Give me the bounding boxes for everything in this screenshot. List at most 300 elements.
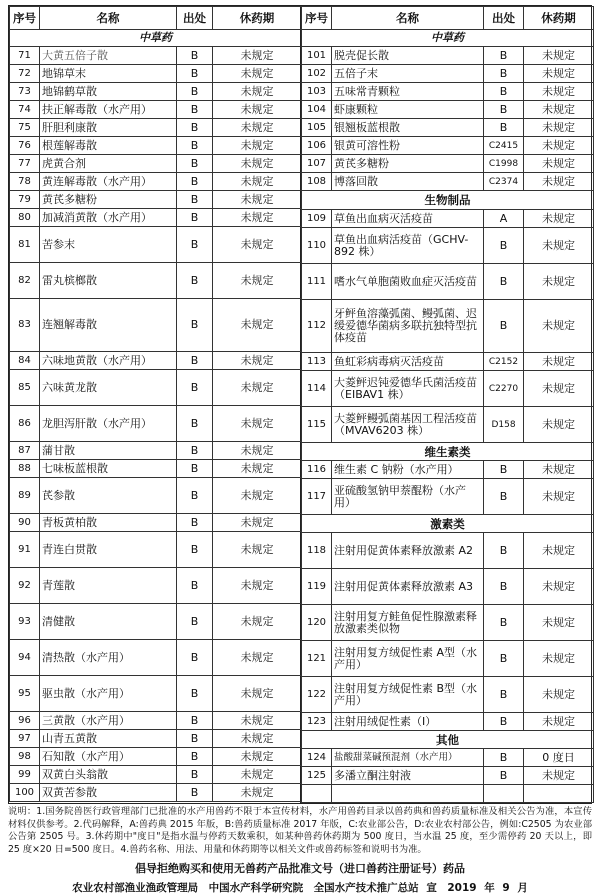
row-number: 94 [10,640,40,676]
header-no: 序号 [302,7,332,30]
withdrawal-period: 未规定 [524,300,594,353]
drug-name: 银黄可溶性粉 [332,137,484,155]
withdrawal-period: 未规定 [213,568,302,604]
withdrawal-period: 未规定 [213,676,302,712]
table-row [302,785,594,803]
section-title: 其他 [302,731,594,749]
withdrawal-period: 未规定 [213,406,302,442]
source-code: B [177,155,213,173]
table-row [10,784,302,802]
source-code: B [484,47,524,65]
source-code: B [177,137,213,155]
withdrawal-period: 未规定 [213,173,302,191]
source-code: B [177,604,213,640]
table-row [10,748,302,766]
withdrawal-period: 未规定 [213,83,302,101]
table-row [302,407,594,443]
withdrawal-period: 未规定 [213,191,302,209]
row-number: 88 [10,460,40,478]
withdrawal-period: 未规定 [524,65,594,83]
drug-name: 连翘解毒散 [40,299,177,352]
row-number: 113 [302,353,332,371]
source-code: B [177,191,213,209]
drug-name: 大菱鲆迟钝爱德华氏菌活疫苗（EIBAV1 株） [332,371,484,407]
source-code: B [177,83,213,101]
row-number: 92 [10,568,40,604]
source-code: C2152 [484,353,524,371]
drug-name: 地锦草末 [40,65,177,83]
drug-name: 驱虫散（水产用） [40,676,177,712]
header-withdrawal: 休药期 [524,7,594,30]
drug-name: 虎黄合剂 [40,155,177,173]
header-row [302,7,594,30]
row-number: 107 [302,155,332,173]
source-code: B [177,712,213,730]
table-row [10,442,302,460]
table-row [10,191,302,209]
drug-name: 注射用绒促性素（I） [332,713,484,731]
withdrawal-period: 未规定 [524,137,594,155]
withdrawal-period: 未规定 [213,640,302,676]
withdrawal-period: 未规定 [213,784,302,802]
withdrawal-period: 未规定 [524,101,594,119]
row-number: 112 [302,300,332,353]
source-code: B [484,119,524,137]
table-row [10,676,302,712]
table-row [10,532,302,568]
drug-name: 博落回散 [332,173,484,191]
withdrawal-period: 未规定 [213,155,302,173]
drug-name: 双黄苦参散 [40,784,177,802]
source-code: B [177,209,213,227]
section-row [302,515,594,533]
row-number: 104 [302,101,332,119]
table-row [302,569,594,605]
row-number: 103 [302,83,332,101]
source-code: B [177,227,213,263]
drug-name: 草鱼出血病活疫苗（GCHV-892 株） [332,228,484,264]
row-number: 79 [10,191,40,209]
drug-name: 根莲解毒散 [40,137,177,155]
drug-name: 芪参散 [40,478,177,514]
table-row [302,264,594,300]
source-code: B [177,370,213,406]
source-code: B [484,65,524,83]
withdrawal-period: 未规定 [524,569,594,605]
withdrawal-period: 未规定 [213,209,302,227]
withdrawal-period [524,785,594,803]
withdrawal-period: 未规定 [213,712,302,730]
header-name: 名称 [40,7,177,30]
withdrawal-period: 未规定 [524,155,594,173]
drug-name: 五味常青颗粒 [332,83,484,101]
drug-name: 石知散（水产用） [40,748,177,766]
source-code: B [484,83,524,101]
drug-name: 三黄散（水产用） [40,712,177,730]
source-code: B [177,460,213,478]
source-code: B [484,228,524,264]
table-row [10,460,302,478]
document-page [8,5,592,895]
source-code: B [177,173,213,191]
table-row [302,101,594,119]
row-number: 77 [10,155,40,173]
table-row [302,228,594,264]
drug-name: 地锦鹤草散 [40,83,177,101]
withdrawal-period: 未规定 [524,210,594,228]
footer-organizations: 农业农村部渔业渔政管理局 中国水产科学研究院 全国水产技术推广总站 宣 2019 年 9 月 [72,882,528,894]
source-code: B [177,748,213,766]
withdrawal-period: 未规定 [524,713,594,731]
footer-slogan: 倡导拒绝购买和使用无兽药产品批准文号（进口兽药注册证号）药品 [135,862,465,875]
withdrawal-period: 未规定 [524,407,594,443]
withdrawal-period: 未规定 [213,766,302,784]
table-row [302,479,594,515]
table-row [302,119,594,137]
row-number: 117 [302,479,332,515]
source-code: B [484,713,524,731]
withdrawal-period: 未规定 [524,677,594,713]
table-row [302,749,594,767]
drug-name: 黄芪多糖粉 [40,191,177,209]
drug-name [332,785,484,803]
source-code: B [177,47,213,65]
withdrawal-period: 未规定 [213,532,302,568]
table-row [10,65,302,83]
row-number: 100 [10,784,40,802]
row-number: 110 [302,228,332,264]
source-code: B [177,784,213,802]
table-row [10,730,302,748]
table-row [10,209,302,227]
row-number: 71 [10,47,40,65]
withdrawal-period: 未规定 [524,461,594,479]
drug-name: 苦参末 [40,227,177,263]
row-number: 119 [302,569,332,605]
section-row [10,30,302,47]
row-number: 84 [10,352,40,370]
table-row [10,227,302,263]
drug-name: 青连白贯散 [40,532,177,568]
drug-name: 盐酸甜菜碱预混剂（水产用） [332,749,484,767]
header-withdrawal: 休药期 [213,7,302,30]
withdrawal-period: 未规定 [524,767,594,785]
row-number: 111 [302,264,332,300]
source-code: B [177,406,213,442]
source-code: B [177,514,213,532]
row-number: 124 [302,749,332,767]
drug-name: 双黄白头翁散 [40,766,177,784]
left-column [9,6,301,803]
row-number: 114 [302,371,332,407]
drug-name: 草鱼出血病灭活疫苗 [332,210,484,228]
source-code: B [177,352,213,370]
row-number: 89 [10,478,40,514]
drug-name: 注射用复方绒促性素 A型（水产用） [332,641,484,677]
table-row [10,766,302,784]
withdrawal-period: 0 度日 [524,749,594,767]
table-row [302,210,594,228]
table-row [10,712,302,730]
table-row [10,47,302,65]
withdrawal-period: 未规定 [524,353,594,371]
source-code: C2374 [484,173,524,191]
source-code: B [177,263,213,299]
withdrawal-period: 未规定 [213,47,302,65]
row-number: 91 [10,532,40,568]
section-row [302,731,594,749]
drug-name: 龙胆泻肝散（水产用） [40,406,177,442]
drug-name: 黄连解毒散（水产用） [40,173,177,191]
table-row [302,641,594,677]
source-code: B [484,461,524,479]
row-number: 97 [10,730,40,748]
row-number: 105 [302,119,332,137]
source-code: B [484,677,524,713]
header-source: 出处 [484,7,524,30]
row-number: 102 [302,65,332,83]
row-number: 122 [302,677,332,713]
source-code: B [177,730,213,748]
section-title: 中草药 [302,30,594,47]
row-number: 125 [302,767,332,785]
withdrawal-period: 未规定 [213,137,302,155]
row-number: 81 [10,227,40,263]
source-code: B [177,299,213,352]
source-code: B [484,479,524,515]
row-number: 93 [10,604,40,640]
table-row [302,137,594,155]
section-title: 中草药 [10,30,302,47]
withdrawal-period: 未规定 [213,227,302,263]
source-code: B [177,65,213,83]
table-row [302,300,594,353]
notes-paragraph: 说明：1.国务院兽医行政管理部门已批准的水产用兽药不限于本宣传材料，水产用兽药目录以兽药典和兽药质量标准及相关公告为准，本宣传材料仅供参考。2.代码解释，A:兽药典 2015 年版，B:兽药质量标准 2017 年版，C:农业部公告，D:农业农村部公告，例如:C2505 为农业部公告第 2505 号。3.休药期中"度日"是指水温与停药天数乘积，如某种兽药休药期为 500 度日，当水温 25 度，至少需停药 20 天以上，即 25 度×20 日=500 度日。4.兽药名称、用法、用量和休药期等以相关文件或兽药标签和说明书为准。 [8,806,592,855]
table-row [10,299,302,352]
withdrawal-period: 未规定 [213,352,302,370]
section-title: 生物制品 [302,191,594,210]
drug-name: 五倍子末 [332,65,484,83]
table-row [302,677,594,713]
row-number: 116 [302,461,332,479]
row-number: 115 [302,407,332,443]
row-number: 80 [10,209,40,227]
drug-name: 鱼虹彩病毒病灭活疫苗 [332,353,484,371]
withdrawal-period: 未规定 [213,442,302,460]
table-row [10,640,302,676]
source-code: B [484,569,524,605]
row-number: 86 [10,406,40,442]
withdrawal-period: 未规定 [213,460,302,478]
drug-name: 注射用促黄体素释放激素 A3 [332,569,484,605]
source-code: B [177,478,213,514]
row-number [302,785,332,803]
source-code: B [484,767,524,785]
withdrawal-period: 未规定 [213,299,302,352]
drug-name: 肝胆利康散 [40,119,177,137]
drug-name: 注射用促黄体素释放激素 A2 [332,533,484,569]
table-row [10,352,302,370]
source-code: C1998 [484,155,524,173]
drug-table [8,5,592,804]
drug-name: 注射用复方绒促性素 B型（水产用） [332,677,484,713]
withdrawal-period: 未规定 [213,604,302,640]
withdrawal-period: 未规定 [524,605,594,641]
withdrawal-period: 未规定 [213,730,302,748]
table-row [302,65,594,83]
source-code: B [177,676,213,712]
row-number: 118 [302,533,332,569]
withdrawal-period: 未规定 [213,65,302,83]
table-row [302,353,594,371]
drug-name: 嗜水气单胞菌败血症灭活疫苗 [332,264,484,300]
section-row [302,30,594,47]
source-code: B [177,532,213,568]
withdrawal-period: 未规定 [524,479,594,515]
withdrawal-period: 未规定 [524,119,594,137]
row-number: 72 [10,65,40,83]
row-number: 108 [302,173,332,191]
row-number: 90 [10,514,40,532]
source-code: B [484,101,524,119]
withdrawal-period: 未规定 [524,47,594,65]
row-number: 109 [302,210,332,228]
withdrawal-period: 未规定 [213,478,302,514]
row-number: 76 [10,137,40,155]
drug-name: 虾康颗粒 [332,101,484,119]
withdrawal-period: 未规定 [213,748,302,766]
section-title: 激素类 [302,515,594,533]
withdrawal-period: 未规定 [524,533,594,569]
drug-name: 多潘立酮注射液 [332,767,484,785]
withdrawal-period: 未规定 [213,263,302,299]
source-code: D158 [484,407,524,443]
row-number: 101 [302,47,332,65]
row-number: 85 [10,370,40,406]
table-row [10,137,302,155]
drug-name: 黄芪多糖粉 [332,155,484,173]
withdrawal-period: 未规定 [524,228,594,264]
source-code: B [177,119,213,137]
source-code: B [484,533,524,569]
row-number: 75 [10,119,40,137]
drug-name: 注射用复方鲑鱼促性腺激素释放激素类似物 [332,605,484,641]
table-row [10,370,302,406]
row-number: 74 [10,101,40,119]
drug-name: 清热散（水产用） [40,640,177,676]
source-code: B [484,749,524,767]
row-number: 73 [10,83,40,101]
withdrawal-period: 未规定 [524,264,594,300]
table-row [302,767,594,785]
drug-name: 加减消黄散（水产用） [40,209,177,227]
withdrawal-period: 未规定 [524,371,594,407]
source-code: B [177,101,213,119]
drug-name: 大菱鲆鳗弧菌基因工程活疫苗（MVAV6203 株） [332,407,484,443]
table-row [302,47,594,65]
row-number: 83 [10,299,40,352]
table-row [302,83,594,101]
withdrawal-period: 未规定 [213,514,302,532]
source-code: B [484,605,524,641]
table-row [10,101,302,119]
table-row [302,371,594,407]
source-code: B [484,300,524,353]
header-row [10,7,302,30]
table-row [10,478,302,514]
drug-name: 六味黄龙散 [40,370,177,406]
right-column [301,6,592,803]
source-code: B [484,641,524,677]
source-code: A [484,210,524,228]
table-row [10,604,302,640]
source-code: C2270 [484,371,524,407]
row-number: 98 [10,748,40,766]
drug-name: 清健散 [40,604,177,640]
source-code: B [177,766,213,784]
row-number: 121 [302,641,332,677]
table-row [302,605,594,641]
drug-name: 七味板蓝根散 [40,460,177,478]
table-row [10,568,302,604]
table-row [302,173,594,191]
table-row [10,406,302,442]
source-code: B [484,264,524,300]
table-row [302,713,594,731]
table-row [10,263,302,299]
drug-name: 银翘板蓝根散 [332,119,484,137]
section-row [302,191,594,210]
drug-name: 蒲甘散 [40,442,177,460]
drug-name: 青板黄柏散 [40,514,177,532]
table-row [10,119,302,137]
withdrawal-period: 未规定 [524,641,594,677]
drug-name: 山青五黄散 [40,730,177,748]
row-number: 95 [10,676,40,712]
table-row [10,83,302,101]
table-row [10,514,302,532]
withdrawal-period: 未规定 [524,83,594,101]
drug-name: 脱壳促长散 [332,47,484,65]
withdrawal-period: 未规定 [213,119,302,137]
table-row [10,173,302,191]
table-row [302,533,594,569]
row-number: 96 [10,712,40,730]
drug-name: 维生素 C 钠粉（水产用） [332,461,484,479]
row-number: 87 [10,442,40,460]
drug-name: 扶正解毒散（水产用） [40,101,177,119]
row-number: 99 [10,766,40,784]
row-number: 78 [10,173,40,191]
table-row [10,155,302,173]
source-code: B [177,640,213,676]
header-no: 序号 [10,7,40,30]
row-number: 82 [10,263,40,299]
source-code: B [177,442,213,460]
source-code: B [177,568,213,604]
section-row [302,443,594,461]
source-code [484,785,524,803]
drug-name: 大黄五倍子散 [40,47,177,65]
header-name: 名称 [332,7,484,30]
header-source: 出处 [177,7,213,30]
section-title: 维生素类 [302,443,594,461]
withdrawal-period: 未规定 [213,101,302,119]
drug-name: 六味地黄散（水产用） [40,352,177,370]
withdrawal-period: 未规定 [213,370,302,406]
source-code: C2415 [484,137,524,155]
table-row [302,155,594,173]
